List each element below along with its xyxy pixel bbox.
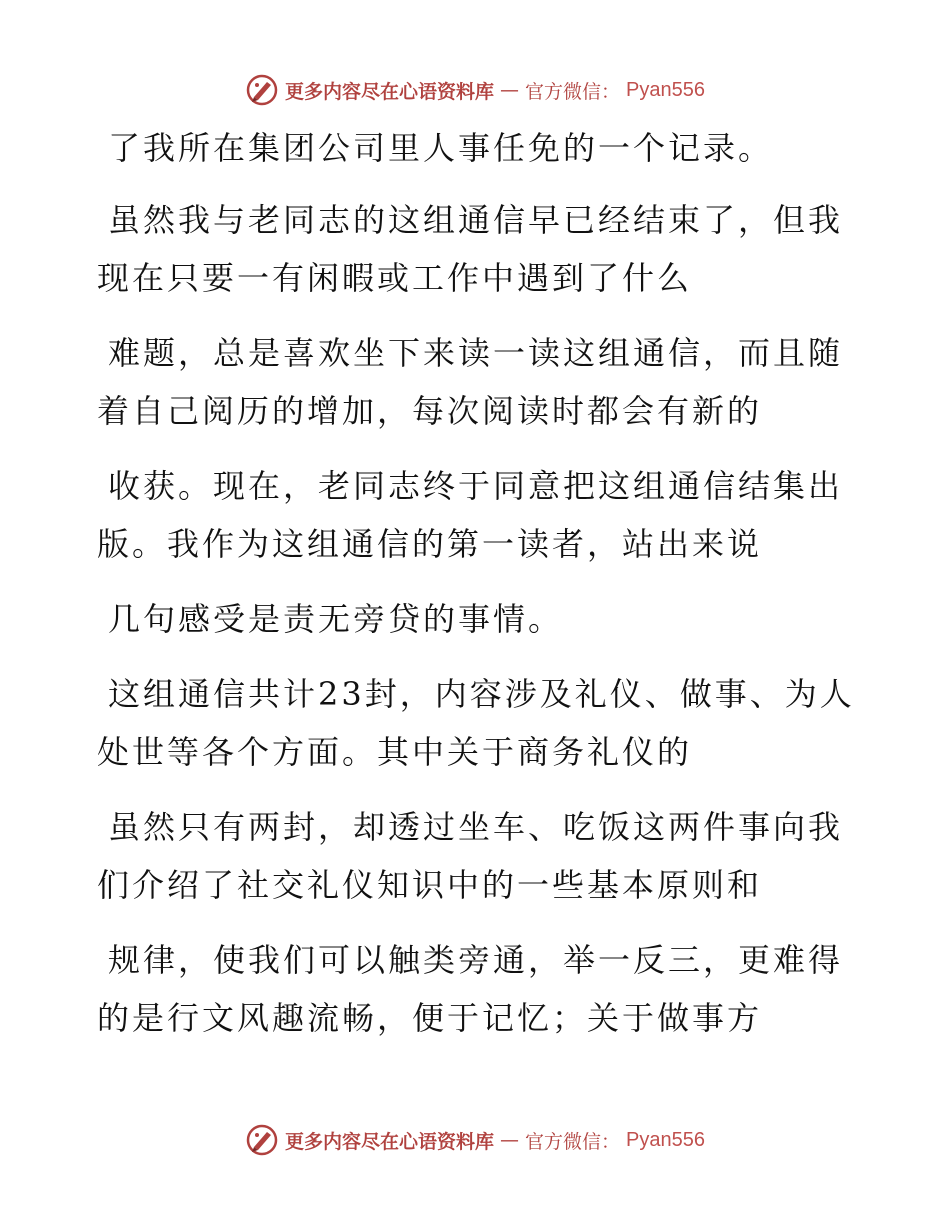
- pen-logo-icon: [245, 73, 279, 107]
- text-line: 们介绍了社交礼仪知识中的一些基本原则和: [97, 866, 763, 904]
- banner-wechat-label: 官方微信：: [525, 1130, 621, 1153]
- text-line: 收获。现在，老同志终于同意把这组通信结集出: [108, 467, 844, 505]
- banner-dash: —: [500, 1129, 520, 1151]
- text-line: 的是行文风趣流畅，便于记忆；关于做事方: [97, 999, 763, 1037]
- banner-wechat-id: Pyan556: [626, 1128, 705, 1151]
- text-line: 几句感受是责无旁贷的事情。: [108, 600, 564, 638]
- footer-watermark-banner: [0, 1120, 950, 1160]
- text-line: 处世等各个方面。其中关于商务礼仪的: [97, 733, 693, 771]
- header-watermark-banner: [0, 70, 950, 110]
- banner-main-text: 更多内容尽在心语资料库: [285, 80, 495, 103]
- text-line: 虽然只有两封，却透过坐车、吃饭这两件事向我: [108, 808, 844, 846]
- banner-main-text: 更多内容尽在心语资料库: [285, 1130, 495, 1153]
- text-line: 这组通信共计23封，内容涉及礼仪、做事、为人: [108, 675, 855, 713]
- text-line: 难题，总是喜欢坐下来读一读这组通信，而且随: [108, 334, 844, 372]
- text-line: 规律，使我们可以触类旁通，举一反三，更难得: [108, 941, 844, 979]
- text-line: 版。我作为这组通信的第一读者，站出来说: [97, 525, 763, 563]
- pen-logo-icon: [245, 1123, 279, 1157]
- text-line: 着自己阅历的增加，每次阅读时都会有新的: [97, 392, 763, 430]
- text-line: 了我所在集团公司里人事任免的一个记录。: [108, 129, 774, 167]
- text-line: 虽然我与老同志的这组通信早已经结束了，但我: [108, 201, 844, 239]
- banner-dash: —: [500, 79, 520, 101]
- banner-wechat-label: 官方微信：: [525, 80, 621, 103]
- banner-wechat-id: Pyan556: [626, 78, 705, 101]
- text-line: 现在只要一有闲暇或工作中遇到了什么: [97, 259, 693, 297]
